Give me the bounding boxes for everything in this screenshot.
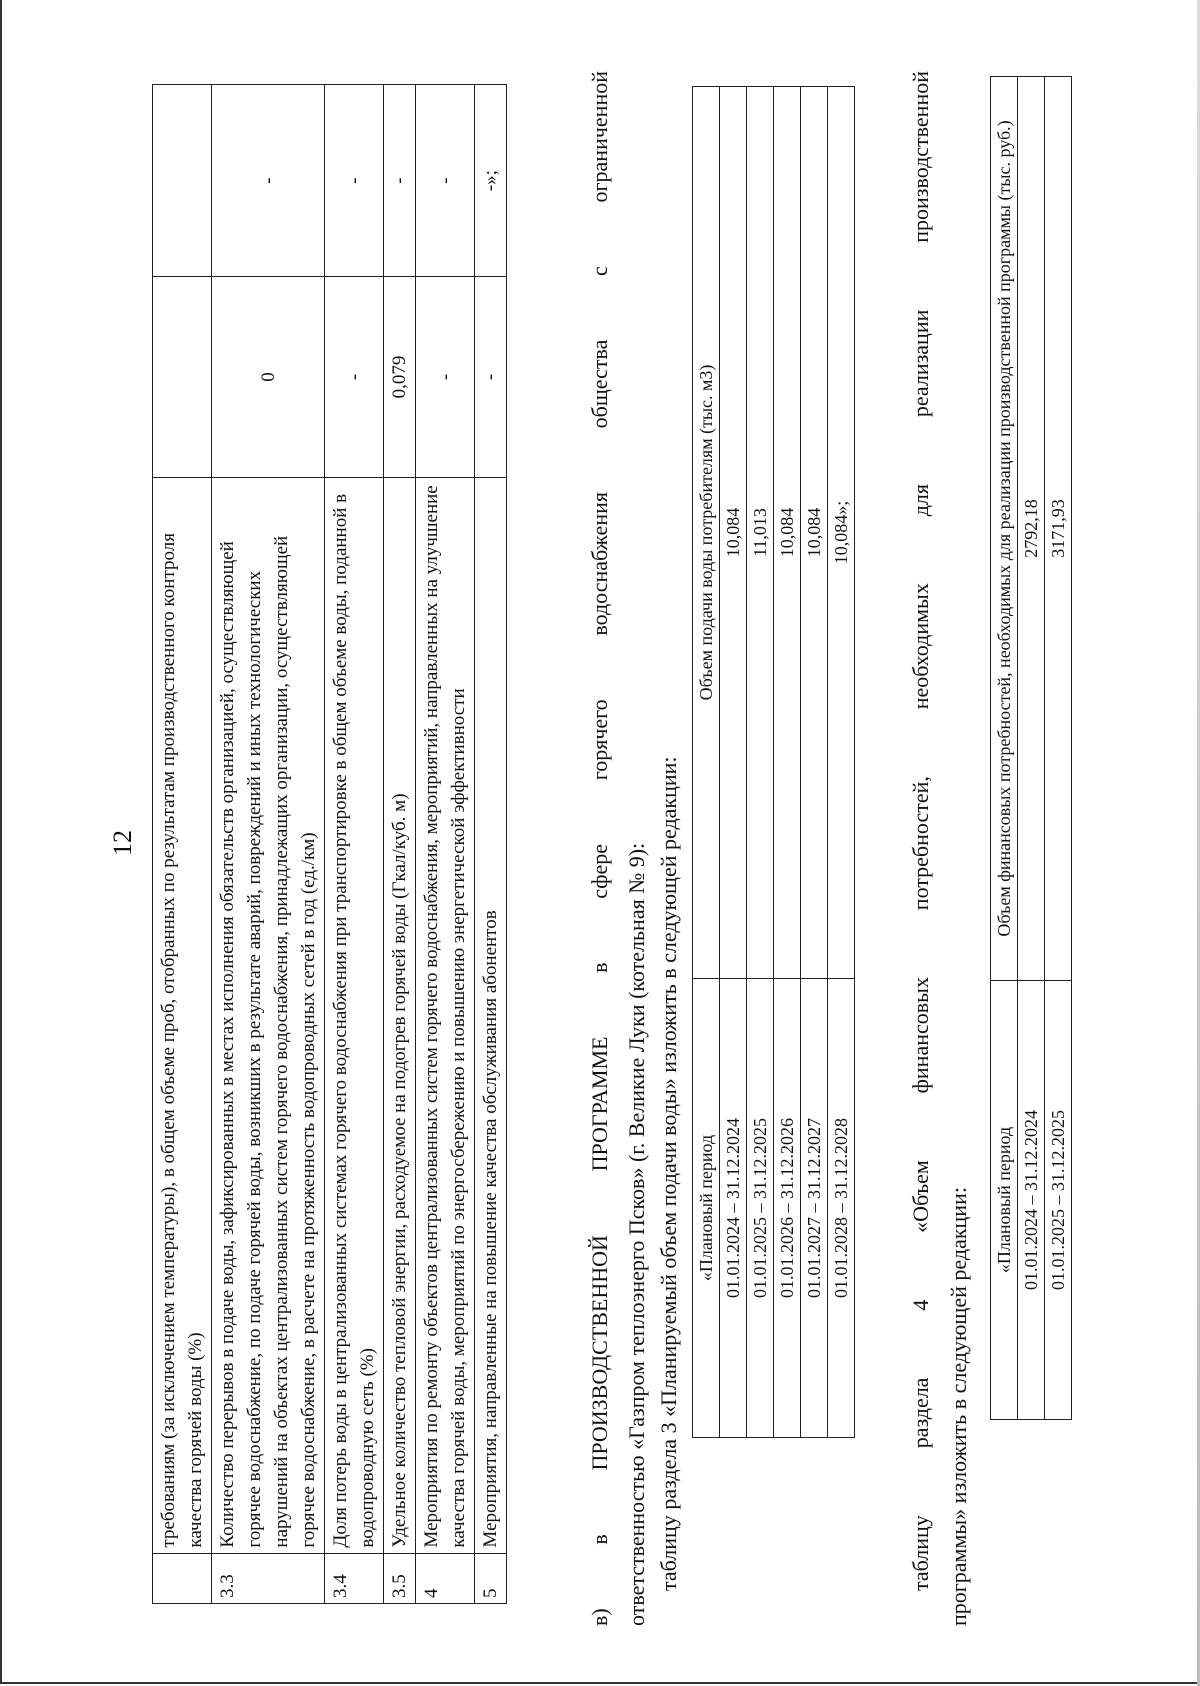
water-volume: 10,084 [801, 87, 828, 979]
indicator-name: Количество перерывов в подаче воды, зафиксированных в местах исполнения обязательств организацией, осуществляющей горячее водоснабжение, по подаче горячей воды, возникших в результате аварий, повреждений и иных технологических нарушений на объектах централизованных систем горячего водоснабжения, принадлежащих организации, осуществляющей горячее водоснабжение, в расчете на протяженность водопроводных сетей в год (ед./км) [212, 477, 325, 1553]
water-volume: 10,084»; [828, 87, 855, 979]
water-period: 01.01.2026 – 31.12.2026 [774, 979, 801, 1438]
indicator-row [475, 85, 507, 1604]
indicator-value-2: -»; [475, 85, 507, 277]
water-volume-table [692, 86, 855, 1438]
indicator-number: 3.4 [325, 1553, 384, 1603]
indicator-value [153, 277, 212, 478]
water-period: 01.01.2025 – 31.12.2025 [747, 979, 774, 1438]
paragraph-v-line3: таблицу раздела 3 «Планируемый объем подачи воды» изложить в следующей редакции: [656, 756, 681, 1591]
water-period: 01.01.2027 – 31.12.2027 [801, 979, 828, 1438]
finance-amount: 3171,93 [1045, 77, 1072, 981]
indicator-value: - [325, 277, 384, 478]
indicator-value: - [475, 277, 507, 478]
finance-row [1045, 77, 1072, 1420]
indicator-name: Мероприятия по ремонту объектов централизованных систем горячего водоснабжения, мероприятий, направленных на улучшение качества горячей воды, мероприятий по энергосбережению и повышению энергетической эффективности [416, 477, 475, 1553]
water-header-period: «Плановый период [693, 979, 720, 1438]
indicator-number: 3.3 [212, 1553, 325, 1603]
finance-header-amount: Объем финансовых потребностей, необходимых для реализации производственной программы (тыс. руб.) [991, 77, 1018, 981]
water-volume: 10,084 [774, 87, 801, 979]
water-row [720, 87, 747, 1438]
water-volume: 11,013 [747, 87, 774, 979]
finance-period: 01.01.2025 – 31.12.2025 [1045, 981, 1072, 1420]
water-period: 01.01.2024 – 31.12.2024 [720, 979, 747, 1438]
paragraph-fin-line1: таблицу раздела 4 «Объем финансовых потребностей, необходимых для реализации производственной [908, 71, 933, 1591]
water-row [747, 87, 774, 1438]
paragraph-v-line2: ответственностью «Газпром теплоэнерго Псков» (г. Великие Луки (котельная № 9): [624, 842, 649, 1626]
indicator-value: 0,079 [384, 277, 416, 478]
page-number: 12 [108, 830, 137, 856]
finance-header-period: «Плановый период [991, 981, 1018, 1420]
water-header-volume: Объем подачи воды потребителям (тыс. м3) [693, 87, 720, 979]
finance-table [990, 76, 1072, 1420]
indicator-row [416, 85, 475, 1604]
water-row [828, 87, 855, 1438]
indicators-table [152, 84, 507, 1604]
paragraph-v-line1: в) в ПРОИЗВОДСТВЕННОЙ ПРОГРАММЕ в сфере горячего водоснабжения общества с ограниченной [587, 71, 612, 1626]
indicator-row [212, 85, 325, 1604]
indicator-name: Удельное количество тепловой энергии, расходуемое на подогрев горячей воды (Гкал/куб. м) [384, 477, 416, 1553]
indicator-value-2: - [416, 85, 475, 277]
indicator-number [153, 1553, 212, 1603]
finance-period: 01.01.2024 – 31.12.2024 [1018, 981, 1045, 1420]
indicator-name: Доля потерь воды в централизованных системах горячего водоснабжения при транспортировке в общем объеме воды, поданной в водопроводную сеть (%) [325, 477, 384, 1553]
indicator-row [153, 85, 212, 1604]
water-row [801, 87, 828, 1438]
indicator-value-2 [153, 85, 212, 277]
indicator-row [384, 85, 416, 1604]
indicator-row [325, 85, 384, 1604]
indicator-name: Мероприятия, направленные на повышение качества обслуживания абонентов [475, 477, 507, 1553]
indicator-number: 3.5 [384, 1553, 416, 1603]
water-volume: 10,084 [720, 87, 747, 979]
indicator-value-2: - [384, 85, 416, 277]
water-period: 01.01.2028 – 31.12.2028 [828, 979, 855, 1438]
finance-row [1018, 77, 1045, 1420]
finance-amount: 2792,18 [1018, 77, 1045, 981]
indicator-value-2: - [325, 85, 384, 277]
indicator-number: 5 [475, 1553, 507, 1603]
indicator-value-2: - [212, 85, 325, 277]
indicator-value: 0 [212, 277, 325, 478]
indicator-number: 4 [416, 1553, 475, 1603]
water-row [774, 87, 801, 1438]
paragraph-fin-line2: программы» изложить в следующей редакции: [946, 1187, 971, 1626]
indicator-name: требованиям (за исключением температуры), в общем объеме проб, отобранных по результатам производственного контроля качества горячей воды (%) [153, 477, 212, 1553]
indicator-value: - [416, 277, 475, 478]
